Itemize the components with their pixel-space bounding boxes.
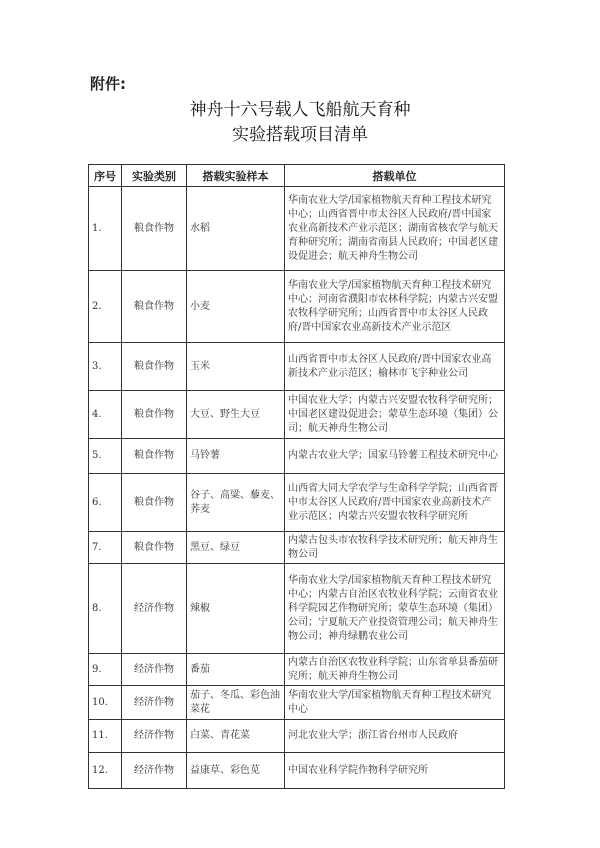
row-sample: 白菜、青花菜: [187, 720, 285, 753]
table-row: [89, 474, 505, 532]
row-category: 经济作物: [122, 654, 187, 686]
row-category: 粮食作物: [122, 271, 187, 343]
table-row: [89, 720, 505, 753]
row-no: 8.: [89, 564, 122, 654]
row-units: 华南农业大学/国家植物航天育种工程技术研究中心；山西省晋中市太谷区人民政府/晋中国家农业高新技术产业示范区；湖南省核农学与航天育种研究所；湖南省南县人民政府；中国老区建设促进会；航天神舟生物公司: [285, 187, 505, 271]
table-row: [89, 343, 505, 391]
row-no: 10.: [89, 686, 122, 720]
row-units: 内蒙古农业大学；国家马铃薯工程技术研究中心: [285, 439, 505, 474]
row-units: 华南农业大学/国家植物航天育种工程技术研究中心: [285, 686, 505, 720]
row-no: 3.: [89, 343, 122, 391]
table-row: [89, 391, 505, 439]
row-units: 河北农业大学；浙江省台州市人民政府: [285, 720, 505, 753]
row-units: 山西省大同大学农学与生命科学学院；山西省晋中市太谷区人民政府/晋中国家农业高新技术产业示范区；内蒙古兴安盟农牧科学研究所: [285, 474, 505, 532]
row-sample: 黑豆、绿豆: [187, 532, 285, 564]
row-no: 5.: [89, 439, 122, 474]
row-category: 粮食作物: [122, 474, 187, 532]
row-no: 11.: [89, 720, 122, 753]
document-title: 神舟十六号载人飞船航天育种: [189, 100, 411, 120]
row-units: 中国农业大学；内蒙古兴安盟农牧科学研究所；中国老区建设促进会；蒙草生态环境（集团）公司；航天神舟生物公司: [285, 391, 505, 439]
table-header-row: [89, 165, 505, 187]
row-no: 12.: [89, 753, 122, 789]
header-sample: 搭载实验样本: [187, 165, 285, 187]
row-units: 内蒙古自治区农牧业科学院；山东省单县番茄研究所；航天神舟生物公司: [285, 654, 505, 686]
row-category: 经济作物: [122, 686, 187, 720]
table-row: [89, 439, 505, 474]
row-units: 华南农业大学/国家植物航天育种工程技术研究中心；内蒙古自治区农牧业科学院；云南省农业科学院园艺作物研究所；蒙草生态环境（集团）公司；宁夏航天产业投资管理公司；航天神舟生物公司；神舟绿鹏农业公司: [285, 564, 505, 654]
row-category: 粮食作物: [122, 391, 187, 439]
document-subtitle: 实验搭载项目清单: [232, 125, 368, 145]
row-units: 华南农业大学/国家植物航天育种工程技术研究中心；河南省濮阳市农林科学院；内蒙古兴安盟农牧科学研究所；山西省晋中市太谷区人民政府/晋中国家农业高新技术产业示范区: [285, 271, 505, 343]
row-sample: 大豆、野生大豆: [187, 391, 285, 439]
row-category: 经济作物: [122, 753, 187, 789]
row-category: 粮食作物: [122, 532, 187, 564]
row-units: 内蒙古包头市农牧科学技术研究所；航天神舟生物公司: [285, 532, 505, 564]
row-sample: 小麦: [187, 271, 285, 343]
row-category: 粮食作物: [122, 439, 187, 474]
row-sample: 益康草、彩色苋: [187, 753, 285, 789]
header-no: 序号: [89, 165, 122, 187]
row-units: 中国农业科学院作物科学研究所: [285, 753, 505, 789]
header-category: 实验类别: [122, 165, 187, 187]
row-category: 粮食作物: [122, 187, 187, 271]
row-no: 4.: [89, 391, 122, 439]
header-units: 搭载单位: [285, 165, 505, 187]
row-sample: 辣椒: [187, 564, 285, 654]
row-no: 2.: [89, 271, 122, 343]
table-row: [89, 753, 505, 789]
row-category: 经济作物: [122, 564, 187, 654]
row-no: 6.: [89, 474, 122, 532]
row-sample: 番茄: [187, 654, 285, 686]
table-row: [89, 271, 505, 343]
row-no: 9.: [89, 654, 122, 686]
row-units: 山西省晋中市太谷区人民政府/晋中国家农业高新技术产业示范区；榆林市飞宇种业公司: [285, 343, 505, 391]
table-row: [89, 564, 505, 654]
attachment-label: 附件:: [90, 75, 126, 93]
row-category: 经济作物: [122, 720, 187, 753]
row-sample: 水稻: [187, 187, 285, 271]
table-row: [89, 654, 505, 686]
row-category: 粮食作物: [122, 343, 187, 391]
project-list-table: [88, 164, 505, 789]
row-sample: 马铃薯: [187, 439, 285, 474]
table-row: [89, 187, 505, 271]
row-sample: 谷子、高粱、藜麦、荞麦: [187, 474, 285, 532]
row-no: 7.: [89, 532, 122, 564]
table-row: [89, 532, 505, 564]
row-no: 1.: [89, 187, 122, 271]
row-sample: 茄子、冬瓜、彩色油菜花: [187, 686, 285, 720]
row-sample: 玉米: [187, 343, 285, 391]
table-row: [89, 686, 505, 720]
